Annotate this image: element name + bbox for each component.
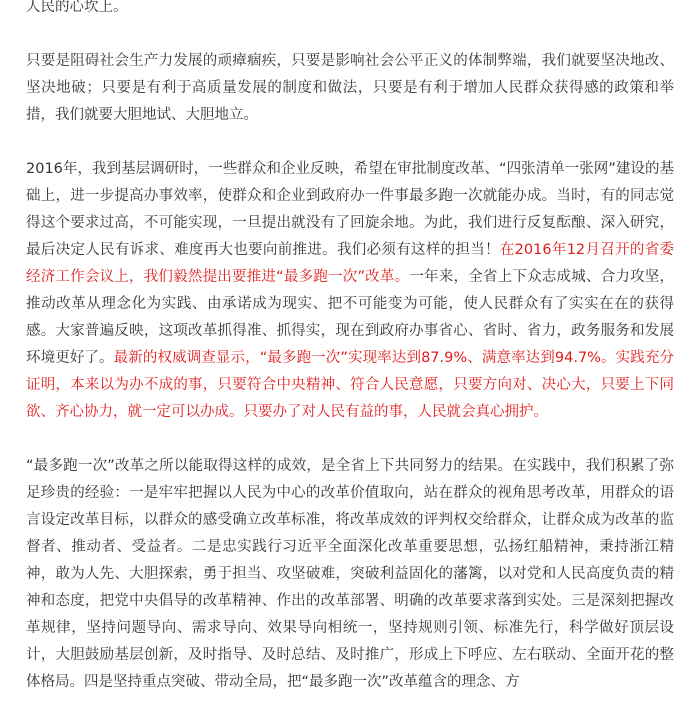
paragraph: [26, 48, 674, 129]
body-text: 一年来，全省上下众志成城、合力攻坚，推动改革从理念化为实践、由承诺成为现实、把不可能变为可能，使人民群众有了实实在在的获得感。大家普遍反映，这项改革抓得准、抓得实，现在到政府办事省心、省时、省力，政务服务和发展环境更好了。: [26, 269, 675, 366]
body-text: 人民的心坎上。: [26, 0, 128, 15]
body-text: 只要是阻碍社会生产力发展的顽瘴痼疾，只要是影响社会公平正义的体制弊端，我们就要坚决地改、坚决地破；只要是有利于高质量发展的制度和做法，只要是有利于增加人民群众获得感的政策和举措，我们就要大胆地试、大胆地立。: [26, 53, 674, 123]
article-body: [26, 0, 674, 723]
paragraph: [26, 453, 674, 696]
body-text: 2016年，我到基层调研时，一些群众和企业反映，希望在审批制度改革、“四张清单一张网”建设的基础上，进一步提高办事效率，使群众和企业到政府办一件事最多跑一次就能办成。当时，有的同志觉得这个要求过高，不可能实现，一旦提出就没有了回旋余地。为此，我们进行反复酝酿、深入研究，最后决定人民有诉求、难度再大也要向前推进。我们必须有这样的担当！: [26, 161, 674, 258]
highlighted-text: 在2016年12月召开的省委经济工作会议上，我们毅然提出要推进“最多跑一次”改革。: [26, 242, 675, 285]
paragraph: [26, 156, 674, 426]
paragraph: [26, 0, 674, 21]
body-text: “最多跑一次”改革之所以能取得这样的成效，是全省上下共同努力的结果。在实践中，我们积累了弥足珍贵的经验：一是牢牢把握以人民为中心的改革价值取向，站在群众的视角思考改革，用群众的语言设定改革目标，以群众的感受确立改革标准，将改革成效的评判权交给群众，让群众成为改革的监督者、推动者、受益者。二是忠实践行习近平全面深化改革重要思想，弘扬红船精神，秉持浙江精神，敢为人先、大胆探索，勇于担当、攻坚破难，突破利益固化的藩篱，以对党和人民高度负责的精神和态度，把党中央倡导的改革精神、作出的改革部署、明确的改革要求落到实处。三是深刻把握改革规律，坚持问题导向、需求导向、效果导向相统一，坚持规则引领、标准先行，科学做好顶层设计，大胆鼓励基层创新，及时指导、及时总结、及时推广，形成上下呼应、左右联动、全面开花的整体格局。四是坚持重点突破、带动全局，把“最多跑一次”改革蕴含的理念、方: [26, 458, 674, 690]
highlighted-text: 最新的权威调查显示，“最多跑一次”实现率达到87.9%、满意率达到94.7%。实践充分证明，本来以为办不成的事，只要符合中央精神、符合人民意愿，只要方向对、决心大，只要上下同欲、齐心协力，就一定可以办成。只要办了对人民有益的事，人民就会真心拥护。: [26, 350, 674, 420]
